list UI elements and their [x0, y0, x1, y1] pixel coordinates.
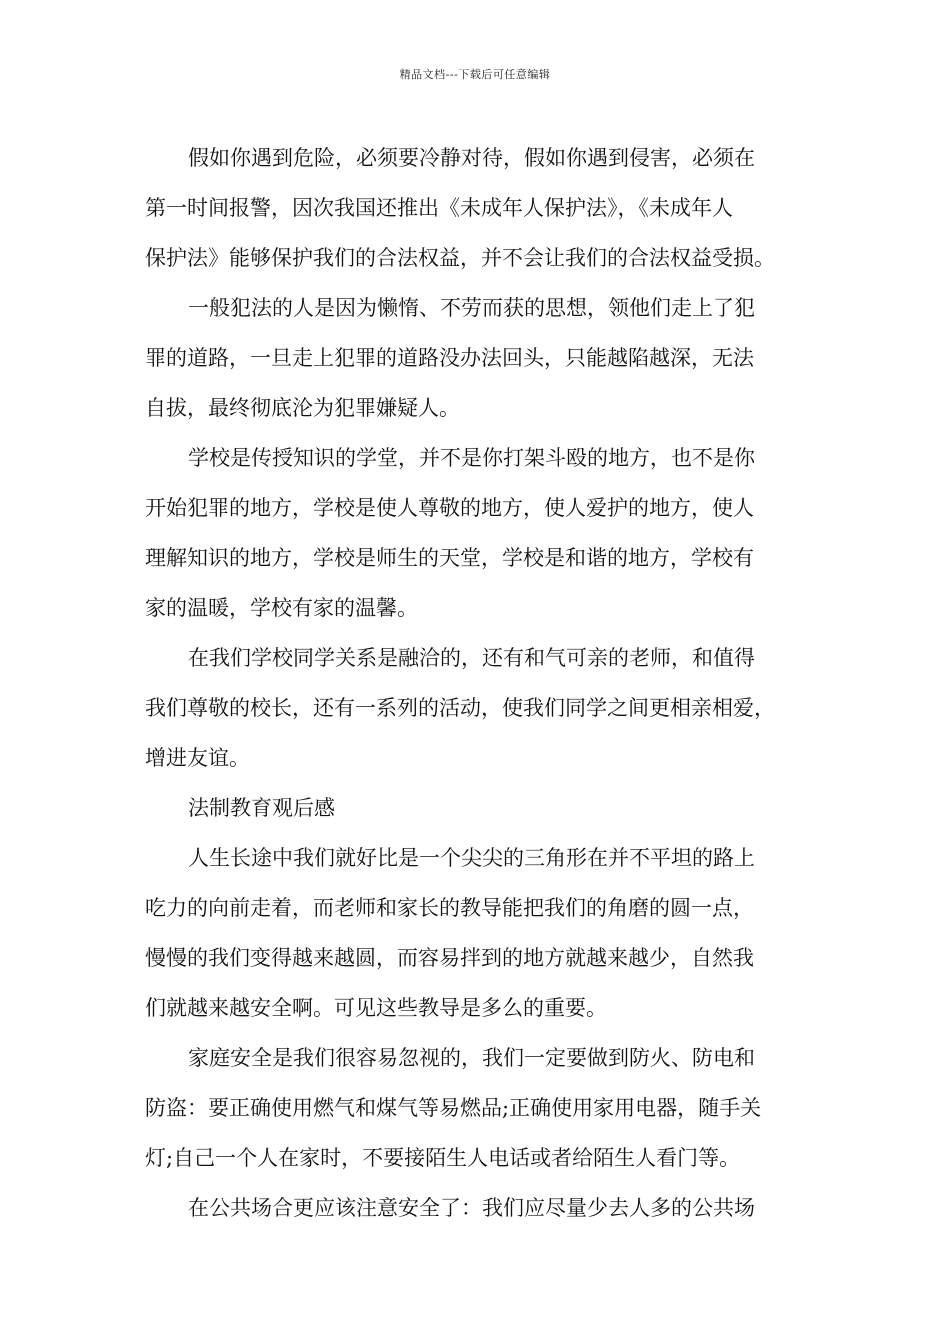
- paragraph-line: 家庭安全是我们很容易忽视的，我们一定要做到防火、防电和: [188, 1046, 755, 1070]
- paragraph-line: 第一时间报警，因次我国还推出《未成年人保护法》，《未成年人: [145, 196, 733, 220]
- section-heading: [145, 783, 810, 833]
- paragraph-line: 慢慢的我们变得越来越圆，而容易拌到的地方就越来越少，自然我: [145, 946, 754, 970]
- paragraph-line: 家的温暖，学校有家的温馨。: [145, 596, 418, 620]
- paragraph-line: 自拔，最终彻底沦为犯罪嫌疑人。: [145, 396, 460, 420]
- paragraph-line: 保护法》能够保护我们的合法权益，并不会让我们的合法权益受损。: [145, 246, 775, 270]
- paragraph-line: 理解知识的地方，学校是师生的天堂，学校是和谐的地方，学校有: [145, 546, 754, 570]
- paragraph-line: 在我们学校同学关系是融洽的，还有和气可亲的老师，和值得: [188, 646, 755, 670]
- document-body: [145, 133, 810, 1233]
- paragraph: [145, 1033, 810, 1183]
- paragraph: [145, 433, 810, 633]
- paragraph-line: 防盗：要正确使用燃气和煤气等易燃品;正确使用家用电器，随手关: [145, 1096, 762, 1120]
- paragraph: [145, 833, 810, 1033]
- paragraph-line: 开始犯罪的地方，学校是使人尊敬的地方，使人爱护的地方，使人: [145, 496, 754, 520]
- paragraph-line: 假如你遇到危险，必须要冷静对待，假如你遇到侵害，必须在: [188, 146, 755, 170]
- paragraph-line: 增进友谊。: [145, 746, 250, 770]
- paragraph-line: 一般犯法的人是因为懒惰、不劳而获的思想，领他们走上了犯: [188, 296, 755, 320]
- paragraph: [145, 633, 810, 783]
- paragraph: [145, 1183, 810, 1233]
- paragraph-line: 我们尊敬的校长，还有一系列的活动，使我们同学之间更相亲相爱，: [145, 696, 775, 720]
- paragraph-line: 灯;自己一个人在家时，不要接陌生人电话或者给陌生人看门等。: [145, 1146, 741, 1170]
- paragraph-line: 吃力的向前走着，而老师和家长的教导能把我们的角磨的圆一点，: [145, 896, 754, 920]
- paragraph-line: 罪的道路，一旦走上犯罪的道路没办法回头，只能越陷越深，无法: [145, 346, 754, 370]
- paragraph: [145, 283, 810, 433]
- paragraph-line: 们就越来越安全啊。可见这些教导是多么的重要。: [145, 996, 607, 1020]
- paragraph: [145, 133, 810, 283]
- paragraph-line: 学校是传授知识的学堂，并不是你打架斗殴的地方，也不是你: [188, 446, 755, 470]
- paragraph-line: 在公共场合更应该注意安全了：我们应尽量少去人多的公共场: [188, 1196, 755, 1220]
- paragraph-line: 人生长途中我们就好比是一个尖尖的三角形在并不平坦的路上: [188, 846, 755, 870]
- page-header: 精品文档---下载后可任意编辑: [399, 68, 551, 81]
- heading-text: 法制教育观后感: [188, 796, 335, 820]
